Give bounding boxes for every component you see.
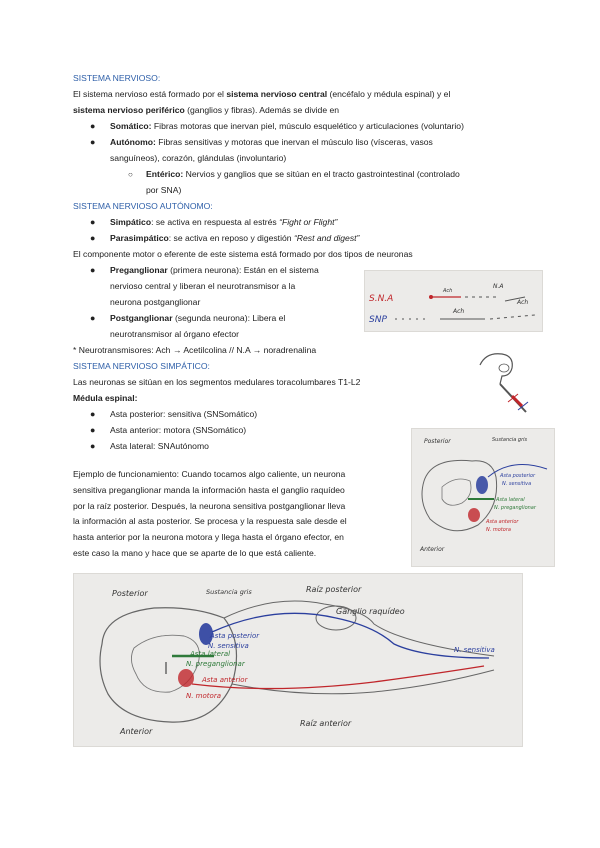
paragraph-intro-line2: sistema nervioso periférico (ganglios y fibras). Además se divide en: [73, 105, 340, 115]
label-ach: Ach: [443, 288, 453, 294]
label-ach: Ach: [517, 299, 529, 306]
heading-sistema-nervioso-autonomo: SISTEMA NERVIOSO AUTÓNOMO:: [73, 201, 213, 211]
label-anterior: Anterior: [420, 546, 445, 553]
ejemplo-line: sensitiva preganglionar manda la información hasta el ganglio raquídeo: [73, 484, 345, 495]
ejemplo-line: por la raíz posterior. Después, la neurona sensitiva postganglionar lleva: [73, 500, 346, 511]
bullet-somatico: Somático: Fibras motoras que inervan piel, músculo esquelético y articulaciones (voluntario): [110, 121, 464, 131]
bullet-dot: ●: [90, 233, 96, 243]
sketch-spinal-cord-large: [73, 573, 523, 747]
label-asta-lateral: Asta lateral: [190, 650, 231, 658]
asta-item: Asta lateral: SNAutónomo: [110, 441, 209, 451]
sketch-spinal-cord-small: [411, 428, 555, 567]
paragraph-componente-motor: El componente motor o eferente de este sistema está formado por dos tipos de neuronas: [73, 249, 413, 259]
label-n-sensitiva: N. sensitiva: [454, 646, 495, 654]
ejemplo-line: la información al asta posterior. Se procesa y la respuesta sale desde el: [73, 516, 347, 527]
bullet-postganglionar-cont: neurotransmisor al órgano efector: [110, 329, 239, 339]
paragraph-intro-line1: El sistema nervioso está formado por el sistema nervioso central (encéfalo y médula espinal) y el: [73, 89, 451, 99]
heading-sistema-nervioso-simpatico: SISTEMA NERVIOSO SIMPÁTICO:: [73, 361, 210, 371]
ejemplo-line: Ejemplo de funcionamiento: Cuando tocamos algo caliente, un neurona: [73, 469, 346, 479]
spine-head-illustration: [472, 350, 537, 420]
bullet-preganglionar-cont1: nervioso central y liberan el neurotransmisor a la: [110, 281, 296, 291]
bullet-enterico: Entérico: Nervios y ganglios que se sitúan en el tracto gastrointestinal (controlado: [146, 169, 460, 179]
bullet-autonomo-cont: sanguíneos), corazón, glándulas (involuntario): [110, 153, 287, 163]
bullet-preganglionar: Preganglionar (primera neurona): Están en el sistema: [110, 265, 319, 275]
label-sna: S.N.A: [369, 294, 394, 304]
label-raiz-posterior: Raíz posterior: [306, 585, 362, 594]
label-snp: SNP: [369, 315, 387, 325]
bullet-parasimpatico: Parasimpático: se activa en reposo y digestión “Rest and digest”: [110, 233, 360, 243]
bullet-postganglionar: Postganglionar (segunda neurona): Libera el: [110, 313, 286, 323]
label-n-sensitiva: N. sensitiva: [502, 481, 532, 487]
label-n-preganglionar: N. preganglionar: [494, 505, 536, 511]
paragraph-ejemplo: [73, 467, 398, 562]
label-ganglio-raquideo: Ganglio raquídeo: [336, 607, 405, 616]
ejemplo-line: hasta anterior por la neurona motora y llega hasta el órgano efector, en: [73, 532, 344, 543]
bullet-dot: ●: [90, 121, 96, 131]
bullet-dot: ●: [90, 409, 96, 419]
label-asta-posterior: Asta posterior: [210, 632, 260, 640]
sub-bullet-circle: ○: [128, 170, 133, 179]
label-raiz-anterior: Raíz anterior: [300, 719, 352, 728]
label-n-motora: N. motora: [186, 692, 221, 700]
bullet-dot: ●: [90, 217, 96, 227]
label-n-preganglionar: N. preganglionar: [186, 660, 245, 668]
bullet-dot: ●: [90, 425, 96, 435]
label-ach: Ach: [453, 308, 465, 315]
label-asta-anterior: Asta anterior: [202, 676, 248, 684]
bullet-dot: ●: [90, 265, 96, 275]
bullet-dot: ●: [90, 313, 96, 323]
label-n-motora: N. motora: [486, 527, 511, 533]
label-na: N.A: [493, 283, 504, 290]
heading-sistema-nervioso: SISTEMA NERVIOSO:: [73, 73, 161, 83]
label-posterior: Posterior: [112, 589, 148, 598]
bullet-simpatico: Simpático: se activa en respuesta al estrés “Fight or Flight”: [110, 217, 338, 227]
medula-title: Médula espinal:: [73, 393, 138, 403]
asta-item: Asta posterior: sensitiva (SNSomático): [110, 409, 258, 419]
bullet-autonomo: Autónomo: Fibras sensitivas y motoras que inervan el músculo liso (vísceras, vasos: [110, 137, 433, 147]
asta-item: Asta anterior: motora (SNSomático): [110, 425, 247, 435]
label-sustancia-gris: Sustancia gris: [492, 437, 528, 443]
bullet-dot: ●: [90, 137, 96, 147]
label-sustancia-gris: Sustancia gris: [206, 588, 252, 596]
bullet-preganglionar-cont2: neurona postganglionar: [110, 297, 201, 307]
bullet-dot: ●: [90, 441, 96, 451]
note-neurotransmisores: * Neurotransmisores: Ach → Acetilcolina // N.A → noradrenalina: [73, 345, 317, 355]
sketch-sna-snp-photo: [364, 270, 543, 332]
label-posterior: Posterior: [424, 438, 451, 445]
label-asta-anterior: Asta anterior: [486, 519, 519, 525]
label-asta-lateral: Asta lateral: [496, 497, 525, 503]
paragraph-toracolumbares: Las neuronas se sitúan en los segmentos medulares toracolumbares T1-L2: [73, 377, 361, 387]
label-asta-posterior: Asta posterior: [500, 473, 536, 479]
bullet-enterico-cont: por SNA): [146, 185, 182, 195]
label-anterior: Anterior: [120, 727, 153, 736]
label-n-sensitiva: N. sensitiva: [208, 642, 249, 650]
ejemplo-line: este caso la mano y hace que se aparte de lo que está caliente.: [73, 547, 317, 558]
